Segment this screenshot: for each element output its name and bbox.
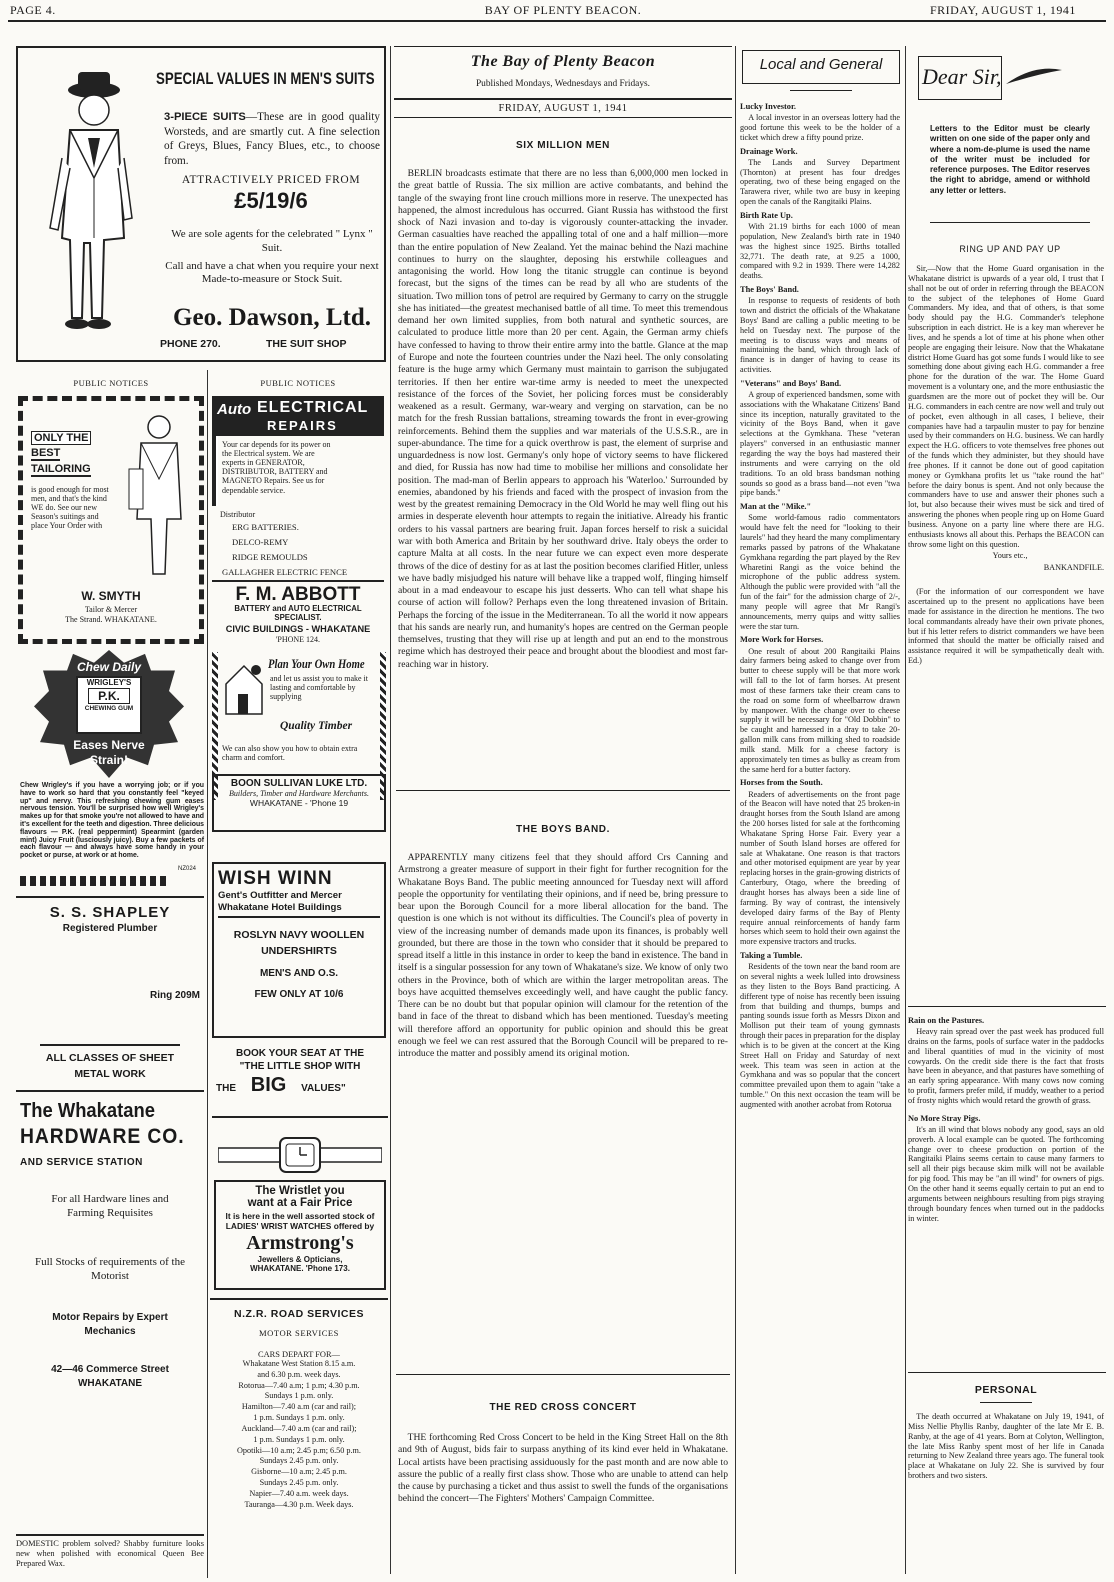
suits-description xyxy=(164,110,380,168)
winn-name: WISH WINN xyxy=(218,868,333,889)
local-item-text: In response to requests of residents of both town and district the officials of the Whakatane Boys' Band are calling a public meeting to be held on Tuesday next. The purpose of the meeting is to discuss ways and means of maintaining the band, which through lack of finance is in danger of having to cease its activities. xyxy=(740,296,900,375)
hardware-address2: WHAKATANE xyxy=(77,1378,143,1390)
wrigley-pk: P.K. xyxy=(88,688,130,704)
nzr-lines xyxy=(210,1359,388,1511)
local-item-text: Readers of advertisements on the front page of the Beacon will have noted that 25 broken-in draught horses from the South Island are among the 200 horses listed for sale at the forthcoming Whakatane Spring Horse Fair. Every year a number of South Island horses are offered for sale at Whakatane. One reason is that tractors and other motorised equipment are year by year replacing horses in the grain-growing districts of Canterbury, Otago, where the breeding of draught horses has always been a side line of farming. By way of contrast, the intensively developed dairy farms of the Bay of Plenty require annual reinforcements of handy farm horses which seem to hold their own against the more expensive tractors and trucks. xyxy=(740,789,900,947)
editorial-text: BERLIN broadcasts estimate that there are no less than 6,000,000 men locked in the great battle of Russia. The six million are active combatants, and behind the tangle of the swaying front line crouch millions more in reserve. The unexpected has happened, the almost incredulous has occurred. Giant Russia has withstood the first shock of Nazi invasion and to-day is vigorously counter-attacking the invader. German casualties have reached the appalling total of one and a half million—more than the entire population of New Zealand. Yet the mainac behind the Nazi machine continues to hurry on the slaughter, deposing his erstwhile colleagues and antagonising the world. How long the titanic struggle can continue is beyond forecast, but the signs of the times can be read by all who are students of the situation. Two million tons of petrol are required by Germany to carry on the struggle she has initiated—the greatest mechanised battle of all time. To meet this tremendous demand her own limited supplies, from both natural and synthetic sources, are calculated to produce little more than 20 per cent. Again, the German army chiefs have confessed to having to throw their entire army into the battle. Glance at the map of Europe and note the fourteen countries under the Nazi heel. The only consolating feature is the huge army which Germany must maintain to garrison the subjugated territories. If then her entire war-time army is needed to meet the unexpected resistance of the forces of the Soviet, her policing forces must be considerably weakened as a result. Germany, war-weary and verging on starvation, can be no match for the fresh Russian battalions, streaming towards the front in ever-growing reinforcements. Behind them the supplies and war materials of the U.S.S.R., are in super-abundance. The time for a quick overthrow is past, the element of surprise and unguardedness is now lost. Germany's only hope of victory seems to have flickered and died, for Russia has now had time to mobilise her millions and consolidate her position. The mad-man of Berlin appears to approach his 'Waterloo.' Surrounded by enemies, abandoned by his friends and faced with the prospect of invasion from the west by the greatest remaining Democracy in the Old World he may well fling out his armies in desperate eleventh hour attempts to regain the initiative. Already his frantic orders to his vassal partners are bearing fruit. Japan forces herself to risk a suicidal war with both America and Britain by her southward drive. Italy obeys the order to capture Malta at all costs. In the near future we can expect even more desperate throws of the dice of destiny for as at last the position becomes clarified Hitler, unless we have badly misjudged his nature will behave like a trapped wolf, flinging himself about in a mad endeavour to escape his just desserts. Who can tell what shape his course of action will follow? Perhaps even the long threatened invasion of Britain. Perhaps the forcing of the issue in the Mediterranean. To all the world it now appears that his sands are nearly run, and humanity's hopes are centred on the German people themselves, trusting that they will rise up at length and put an end to the monstrous regime which has destroyed their peace and brought about the bloodiest and most far-reaching war in history. xyxy=(398,168,728,670)
armstrong-address: WHAKATANE. 'Phone 173. xyxy=(250,1264,350,1274)
local-ornament xyxy=(790,90,852,91)
section-rule xyxy=(396,1374,730,1375)
quill-icon xyxy=(1004,66,1064,86)
local-item-head: Man at the "Mike." xyxy=(740,502,812,512)
wrigley-code: NZ024 xyxy=(178,866,197,872)
nzr-line: Sundays 2.45 p.m. only. xyxy=(259,1478,339,1488)
tailor-figure-illustration xyxy=(121,409,197,579)
local-item-head: Horses from the South. xyxy=(740,778,823,788)
winn-sizes: MEN'S AND O.S. xyxy=(259,967,339,979)
shapley-role: Registered Plumber xyxy=(62,923,158,934)
local-column xyxy=(740,98,900,1574)
letters-body: Sir,—Now that the Home Guard organisation in the Whakatane district is upwards of a year old, I trust that I shall not be out of order in referring through the BEACON to the subject of the telephones of Home Guard Commanders. My idea, and that of others, is that some body should pay the H.G. Commander's telephone subscription in each district. He is a key man wherever he lives, and he spends a lot of time at his phone when other people are engaging their leisure. Now that the Whakatane district Home Guard has got some funds I would like to see something done about giving each H.G. commander a free phone for the duration of the war. The Home Guard movement is a voluntary one, and the more enthusiastic the guardsmen are the more out of pocket they will be. Our H.G. commanders in each centre are now well and truly out of pocket, even although in all cases, I believe, their companies have had a tarpaulin muster to pay for benzine used by their commanders on H.G. business. We can hardly expect the H.G. officers to vote themselves free phones out of the funds which they administer, but they should have free phones. If it cannot be done out of good capitation money or Gymkhana profits let us "take round the hat" before the dairy bonus is spent. And not only because the commanders have to use and answer their phones such a lot, but also because their wives must be sick and tired of answering the phones when people ring up on Home Guard business. Anyone on a party line where there are H.G. enthusiasts knows all about this. Perhaps the BEACON can throw some light on this question. xyxy=(908,264,1104,549)
smyth-text: is good enough for most men, and that's the kind WE do. See our new Season's suitings and place Your Order with xyxy=(31,485,109,531)
masthead-rule xyxy=(394,46,732,47)
abbott-item: RIDGE REMOULDS xyxy=(232,552,308,562)
local-item-head: "Veterans" and Boys' Band. xyxy=(740,378,842,388)
armstrong-ad xyxy=(214,1180,386,1290)
abbott-distributor: Distributor xyxy=(220,510,256,519)
winn-price: FEW ONLY AT 10/6 xyxy=(254,988,344,1000)
personal-ornament xyxy=(980,1402,1032,1403)
boon-address: WHAKATANE - 'Phone 19 xyxy=(249,798,349,809)
section-rule xyxy=(396,790,730,791)
local-item-head: Taking a Tumble. xyxy=(740,951,803,961)
wristwatch-illustration xyxy=(218,1132,382,1178)
banner-stripe xyxy=(212,436,218,506)
book-line2: "THE LITTLE SHOP WITH xyxy=(239,1061,361,1072)
hardware-name1: The Whakatane xyxy=(20,1100,155,1122)
abbott-item: DELCO-REMY xyxy=(232,537,289,547)
wrigley-top: Chew Daily xyxy=(76,660,142,674)
winn-sub: Gent's Outfitter and Mercer Whakatane Hotel Buildings xyxy=(218,890,380,918)
smyth-name: W. SMYTH xyxy=(81,589,141,603)
editorial-title: SIX MILLION MEN xyxy=(516,140,610,151)
nzr-title: N.Z.R. ROAD SERVICES xyxy=(234,1308,364,1320)
section-rule xyxy=(908,1372,1106,1373)
suits-price: £5/19/6 xyxy=(234,188,308,213)
abbott-phone: 'PHONE 124. xyxy=(275,635,321,644)
smyth-role: Tailor & Mercer xyxy=(84,605,138,614)
column-rule xyxy=(905,46,906,1574)
running-date: FRIDAY, AUGUST 1, 1941 xyxy=(930,3,1076,17)
local-item-text: Some world-famous radio commentators would have felt the need for "looking to their laurels" had they heard the many complimentary remarks passed by patrons of the Whakatane Gymkhana regarding the part played by the Rev Wharetini Rangi as the voice behind the microphone of the public address system. Although the public were provided with "all the fun of the fair" for the admission charge of 2/-, many people will agree that Mr Rangi's announcements, merry quips and witty sallies were the star turn. xyxy=(740,513,900,631)
book-big: BIG xyxy=(250,1074,287,1096)
letters-signature: BANKANDFILE. xyxy=(1043,563,1104,573)
repairs-brand: REPAIRS xyxy=(267,418,338,433)
local-title: Local and General xyxy=(759,56,883,73)
public-notices-label: PUBLIC NOTICES xyxy=(73,378,149,388)
shapley-name: S. S. SHAPLEY xyxy=(49,904,171,921)
suits-shop: THE SUIT SHOP xyxy=(266,338,347,350)
smyth-line3: TAILORING xyxy=(31,463,91,475)
wrigley-pack xyxy=(76,676,142,734)
personal-text: The death occurred at Whakatane on July 19, 1941, of Miss Nellie Phyllis Ranby, daughter of the late Mr E. B. Ranby, at the age of 41 years. Born at Colyton, Wellington, the late Miss Ranby spent most of her life in Canada returning to New Zealand three years ago. The funeral took place at Whakatane on July 22. She is survived by four brothers and two sisters. xyxy=(908,1412,1104,1481)
suits-phone: PHONE 270. xyxy=(160,338,221,350)
nzr-line: Sundays 2.45 p.m. only. xyxy=(259,1456,339,1466)
boon-sub: Builders, Timber and Hardware Merchants. xyxy=(229,789,369,798)
auto-brand: Auto xyxy=(217,401,252,418)
smyth-ad xyxy=(18,396,204,644)
shapley-classes: ALL CLASSES OF SHEET METAL WORK xyxy=(40,1044,180,1083)
local-item-head: More Work for Horses. xyxy=(740,635,824,645)
boon-name: BOON SULLIVAN LUKE LTD. xyxy=(230,778,368,789)
running-title: BAY OF PLENTY BEACON. xyxy=(484,3,642,17)
armstrong-line2: want at a Fair Price xyxy=(247,1197,353,1209)
column-rule xyxy=(390,46,391,1574)
domestic-notice: DOMESTIC problem solved? Shabby furniture looks new when polished with economical Queen Bee Prepared Wax. xyxy=(16,1534,204,1569)
pastures-head: Rain on the Pastures. xyxy=(908,1016,985,1025)
armstrong-line1: The Wristlet you xyxy=(255,1185,345,1197)
abbott-item: ERG BATTERIES. xyxy=(232,522,299,532)
shapley-ad xyxy=(16,896,204,1036)
letters-yours: Yours etc., xyxy=(992,551,1028,561)
suits-lead: 3-PIECE SUITS xyxy=(164,111,246,123)
boon-text: and let us assist you to make it lasting and comfortable by supplying xyxy=(270,674,368,702)
suits-title: SPECIAL VALUES IN MEN'S SUITS xyxy=(156,69,375,88)
hardware-line2: Full Stocks of requirements of the Motorist xyxy=(34,1255,185,1282)
book-line3 xyxy=(216,1074,384,1097)
book-line1: BOOK YOUR SEAT AT THE xyxy=(236,1048,364,1059)
electrical-brand: ELECTRICAL xyxy=(257,399,369,416)
armstrong-sub: Jewellers & Opticians, xyxy=(257,1255,343,1265)
abbott-item: GALLAGHER ELECTRIC FENCE xyxy=(222,567,348,577)
wrigley-text: Chew Wrigley's if you have a worrying job; or if you have to work so hard that you constantly feel "keyed up" and nervy. This refreshing chewing gum eases nervous tension. You'll be surprised how well Wrigley's makes up for that smoke you're not allowed to have and it's excellent for the teeth and digestion. Three delicious flavours — P.K. (real peppermint) Spearmint (garden mint) Juicy Fruit (lusciously juicy). Buy a few packets of each flavour — and always have some handy in your pocket or purse, at work or at home. xyxy=(20,782,204,860)
abbott-text: Your car depends for its power on the Electrical system. We are experts in GENERATOR, DISTRIBUTOR, BATTERY and MAGNETO Repairs. See us for dependable service. xyxy=(222,440,331,495)
abbott-name: F. M. ABBOTT xyxy=(212,580,384,606)
local-item-text: A local investor in an overseas lottery had the good fortune this week to be the holder of a ticket which drew a fifty pound prize. xyxy=(740,113,900,142)
nzr-depart: CARS DEPART FOR— xyxy=(258,1350,340,1359)
armstrong-text: It is here in the well assorted stock of LADIES' WRIST WATCHES offered by xyxy=(225,1211,375,1232)
editorial-title: THE RED CROSS CONCERT xyxy=(489,1402,637,1413)
nzr-line: Rotorua—7.40 a.m; 1 p.m; 4.30 p.m. xyxy=(238,1380,360,1390)
armstrong-name: Armstrong's xyxy=(246,1232,354,1255)
masthead-title: The Bay of Plenty Beacon xyxy=(470,53,656,70)
nzr-line: Whakatane West Station 8.15 a.m. xyxy=(242,1359,356,1368)
winn-ad xyxy=(212,862,386,1038)
hardware-address1: 42—46 Commerce Street xyxy=(51,1364,169,1376)
nzr-timetable xyxy=(210,1298,388,1511)
suits-text: —These are in good quality Worsteds, and are smartly cut. A fine selection of Greys, Blues, Fancy Blues, etc., to choose from. xyxy=(164,111,380,167)
section-rule xyxy=(908,1006,1106,1007)
suits-priced: ATTRACTIVELY PRICED FROM xyxy=(181,174,361,186)
editorial-title: THE BOYS BAND. xyxy=(516,824,610,835)
book-the: THE xyxy=(216,1083,236,1094)
hardware-ad xyxy=(16,1090,204,1490)
letters-title: RING UP AND PAY UP xyxy=(959,244,1061,254)
shapley-ring: Ring 209M xyxy=(149,990,200,1001)
local-item-text: The Lands and Survey Department (Thornton) at present has four dredges operating, two of these being engaged on the Tarawera river, while two are busy in keeping open the canals of the Rangitaiki Plains. xyxy=(740,157,900,207)
letters-notice: Letters to the Editor must be clearly written on one side of the paper only and where a nom-de-plume is used the name of the writer must be included for reference purposes. The Editor reserves the right to abridge, amend or withhold any letter or letters. xyxy=(930,124,1090,195)
abbott-ad xyxy=(212,396,388,644)
smyth-line2: BEST xyxy=(31,447,61,459)
pastures-text: Heavy rain spread over the past week has produced full drains on the farms, pools of surface water in the paddocks and liberal quantities of mud in the vicinity of most cowyards. On the credit side there is the fact that frosts have been in abeyance, and that pastures have something of an early spring appearance. With many cows now coming to profit, farmers prefer mild, if muddy, weather to a period of frosty nights which would retard the growth of grass. xyxy=(908,1027,1104,1105)
local-item-text: With 21.19 births for each 1000 of mean population, New Zealand's birth rate in 1940 was the highest since 1925. Births totalled 32,771. The death rate, at 9.25 a 1000, compared with 9.2 in 1939. There were 14,282 deaths. xyxy=(740,221,900,281)
pigs-text: It's an ill wind that blows nobody any good, says an old proverb. A local example can be quoted. The forthcoming change over to cheese production on portion of the Rangitaiki Plains seems certain to cause many farmers to sell all their pigs because skim milk will not be available for pig food. This may be "an ill wind" for owners of pigs. On the other hand it seems equally certain to put an end to arguments between neighbours resulting from pigs straying through boundary fences when turned out in the paddocks in winter. xyxy=(908,1124,1104,1223)
suits-agents: We are sole agents for the celebrated " Lynx " Suit. xyxy=(171,228,373,254)
nzr-line: and 6.30 p.m. week days. xyxy=(257,1369,341,1379)
local-item-head: Lucky Investor. xyxy=(740,102,796,111)
wrigley-gum: CHEWING GUM xyxy=(84,705,134,712)
house-illustration xyxy=(222,658,266,718)
editorial-text: APPARENTLY many citizens feel that they should afford Crs Canning and Armstrong a greater measure of support in their fight for further recognition for the Whakatane Boys Band. The public meeting announced for Tuesday next will afford people the opportunity for ventilating their opinions, and if need be, bring pressure to bear upon the Borough Council for a more liberal allocation for the band. The question is one which is not without its difficulties. The Council's plea of poverty in view of the increasing number of demands made upon its finances, is probably well grounded, but there are those in the town who consider that it should be prepared to spread itself a little in this instance in order to keep the band in existence. The band in itself is a singular possession for any town of Whakatane's size. We know of only two others in the Province, both of which are within the larger metropolitan areas. The boys have acquitted themselves exceedingly well, and have caught the public fancy. There can be no doubt but that popular opinion will clamour for the retention of the band in face of the threat to disband which has been mentioned. Tuesday's meeting will therefore afford an opportunity for public opinion and should this be great enough we feel we can rest assured that the Borough Council will be prepared to re-introduce the matter and possibly amend its original motion. xyxy=(398,852,728,1060)
personal-text-box xyxy=(908,1412,1104,1483)
local-item-text: A group of experienced bandsmen, some with associations with the Whakatane Citizens' Band since its inception, naturally gravitated to the vicinity of the Boys Band, when it gave selections at the Gymkhana. These "veteran players" conversed in an enthusiastic manner regarding the way the boys had mastered their instruments and were carrying on the old traditions. To an old brass bandsman nothing sounds so good as a brass band—not even "twa pipe bands." xyxy=(740,389,900,498)
nzr-line: Sundays 1 p.m. only. xyxy=(264,1391,334,1401)
little-shop-ad xyxy=(212,1044,388,1118)
suits-call: Call and have a chat when you require your next Made-to-measure or Stock Suit. xyxy=(165,260,379,286)
masthead-publication: Published Mondays, Wednesdays and Fridays. xyxy=(475,79,651,89)
auto-electrical-banner xyxy=(212,396,384,436)
boon-quality: Quality Timber xyxy=(280,720,353,732)
boon-show: We can also show you how to obtain extra charm and comfort. xyxy=(222,744,358,763)
column-rule xyxy=(207,370,208,1578)
local-item-head: The Boys' Band. xyxy=(740,285,799,295)
suits-ad xyxy=(16,46,386,362)
hardware-name2: HARDWARE CO. xyxy=(20,1125,185,1148)
hardware-line3: Motor Repairs by Expert Mechanics xyxy=(52,1312,168,1337)
letters-editor-note: (For the information of our correspondent we have ascertained up to the present no applications have been made for assistance in the direction he mentions. The two local commandants already have their own private phones, but if his letter refers to district commanders we have been informed that should the matter be officially raised and assistance required it will be sympathetically dealt with. Ed.) xyxy=(908,587,1104,666)
pastures-section xyxy=(908,1012,1104,1225)
abbott-address: CIVIC BUILDINGS - WHAKATANE xyxy=(225,624,371,634)
nzr-line: 1 p.m. Sundays 1 p.m. only. xyxy=(253,1413,345,1423)
nzr-line: Gisborne—10 a.m; 2.45 p.m. xyxy=(251,1467,347,1477)
pigs-head: No More Stray Pigs. xyxy=(908,1113,981,1123)
editorial-text: THE forthcoming Red Cross Concert to be held in the King Street Hall on the 8th and 9th of August, bids fair to surpass anything of its kind ever held in Whakatane. Local artists have been practising assiduously for the past month and are now able to assure the public of a really first class show. Those who are unable to attend can help the cause by purchasing a ticket and thus assist to swell the funds of the organisations behind the concert—The Fighters' Mothers' Campaign Committee. xyxy=(398,1432,728,1505)
nzr-sub: MOTOR SERVICES xyxy=(259,1328,339,1338)
winn-roslyn: ROSLYN NAVY WOOLLEN UNDERSHIRTS xyxy=(233,929,365,957)
masthead-date: FRIDAY, AUGUST 1, 1941 xyxy=(394,98,732,118)
header-rule xyxy=(8,20,1106,22)
column-rule xyxy=(735,46,736,1574)
abbott-spec: BATTERY and AUTO ELECTRICAL SPECIALIST. xyxy=(234,604,362,622)
hardware-service: AND SERVICE STATION xyxy=(20,1157,143,1168)
letters-text xyxy=(908,264,1104,668)
gentleman-illustration xyxy=(32,68,152,358)
smyth-line1: ONLY THE xyxy=(31,431,91,445)
local-item-text: One result of about 200 Rangitaiki Plains dairy farmers being asked to change over from butter to cheese supply will be that more work will fall to the lot of farm horses. At present most of these farmers take their cream cans to the road on some form of wheelbarrow drawn by manpower. With the change over to cheese supply it will be necessary for "Old Dobbin" to be caught and harnessed in a dray to take 20-gallon milk cans from milking shed to roadside milk stand. Milk for a cheese factory is approximately ten times as bulky as cream from the same herd for a butter factory. xyxy=(740,646,900,774)
local-item-head: Birth Rate Up. xyxy=(740,210,793,220)
local-item-text: Residents of the town near the band room are on several nights a week lulled into drowsiness as they listen to the Boys Band practicing. A different type of noise has recently been issuing from that building and thumps, bumps and panting sounds issue forth as Messrs Dixon and Mollison put their team of young gymnasts through their paces in preparation for the display which is to be given at the concert at the King Street Hall on Friday and Saturday of next week. This team was seen in action at the Gymkhana and was so popular that the concert committee prevailed upon them to again "take a tumble." On this next occasion the team will be augmented with another acrobat from Rotorua xyxy=(740,962,900,1109)
book-values: VALUES" xyxy=(301,1083,346,1094)
smyth-address: The Strand. WHAKATANE. xyxy=(65,615,157,624)
dear-sir-logo: Dear Sir, xyxy=(922,64,1002,89)
local-item-head: Drainage Work. xyxy=(740,146,798,156)
nzr-line: Auckland—7.40 a.m (car and rail); xyxy=(241,1423,357,1433)
nzr-line: Tauranga—4.30 p.m. Week days. xyxy=(244,1499,354,1509)
masthead xyxy=(394,46,732,118)
wrigley-brand: WRIGLEY'S xyxy=(86,678,132,687)
wrigley-slogan2: Strain! xyxy=(89,753,128,767)
public-notices-label: PUBLIC NOTICES xyxy=(260,378,336,388)
nzr-line: 1 p.m. Sundays 1 p.m. only. xyxy=(253,1434,345,1444)
nzr-line: Hamilton—7.40 a.m (car and rail); xyxy=(241,1402,357,1412)
wrigley-slogan1: Eases Nerve xyxy=(73,738,145,752)
boon-title: Plan Your Own Home xyxy=(268,656,365,671)
personal-title: PERSONAL xyxy=(974,1384,1038,1396)
nzr-line: Napier—7.40 a.m. week days. xyxy=(249,1488,349,1498)
hardware-line1: For all Hardware lines and Farming Requisites xyxy=(51,1193,169,1220)
page-number: PAGE 4. xyxy=(10,3,56,17)
section-rule xyxy=(930,222,1090,223)
suits-firm: Geo. Dawson, Ltd. xyxy=(173,304,371,331)
nzr-line: Opotiki—10 a.m; 2.45 p.m; 6.50 p.m. xyxy=(237,1445,361,1455)
boon-footer xyxy=(212,774,386,832)
boon-ad xyxy=(212,652,388,846)
wrigley-ad xyxy=(18,650,204,888)
wrigley-border-triangles xyxy=(20,876,170,886)
